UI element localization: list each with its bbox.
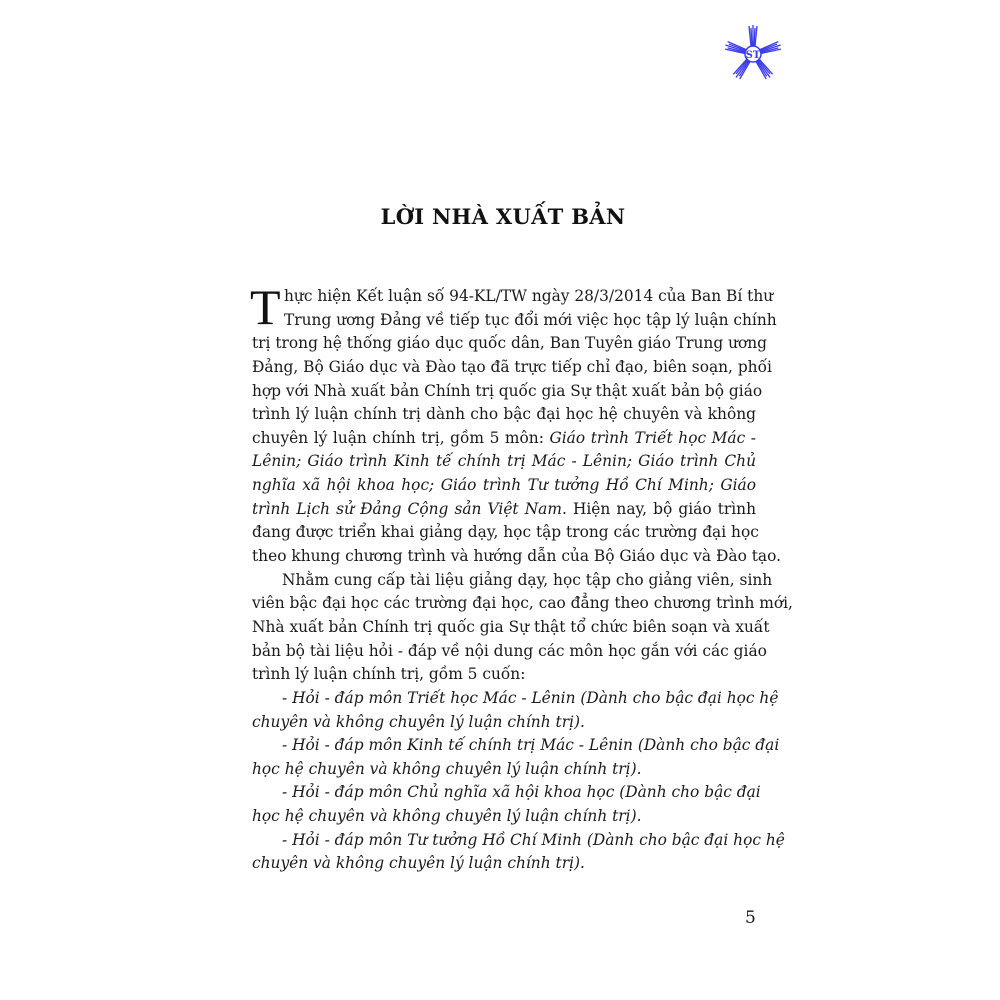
body-text: . Hiện nay, bộ giáo trình (561, 499, 756, 518)
text-line (252, 734, 780, 758)
text-line (252, 687, 779, 711)
text-line (252, 521, 759, 545)
body-text: đang được triển khai giảng dạy, học tập trong các trường đại học (252, 523, 759, 542)
body-text: trình lý luận chính trị dành cho bậc đại học hệ chuyên và không (252, 405, 756, 424)
italic-text: Lênin; Giáo trình Kinh tế chính trị Mác - Lênin; Giáo trình Chủ (252, 452, 756, 471)
publisher-star-logo-icon (724, 24, 782, 82)
body-text: chuyên lý luận chính trị, gồm 5 môn: (252, 428, 550, 447)
italic-text: học hệ chuyên và không chuyên lý luận chính trị). (252, 759, 642, 778)
text-line (252, 852, 756, 876)
body-text: theo khung chương trình và hướng dẫn của Bộ Giáo dục và Đào tạo. (252, 547, 781, 566)
body-text: hợp với Nhà xuất bản Chính trị quốc gia Sự thật xuất bản bộ giáo (252, 381, 763, 400)
italic-text: học hệ chuyên và không chuyên lý luận chính trị). (252, 807, 642, 826)
text-line (252, 427, 756, 451)
italic-text: - Hỏi - đáp môn Tư tưởng Hồ Chí Minh (Dành cho bậc đại học hệ (282, 830, 785, 849)
text-line (252, 332, 768, 356)
text-line (252, 829, 785, 853)
text-line (252, 640, 767, 664)
text-line (252, 758, 756, 782)
body-text: Nhà xuất bản Chính trị quốc gia Sự thật tổ chức biên soạn và xuất (252, 617, 770, 636)
text-line (252, 403, 756, 427)
page-number: 5 (745, 908, 756, 928)
text-line (252, 592, 793, 616)
italic-text: - Hỏi - đáp môn Chủ nghĩa xã hội khoa học (Dành cho bậc đại (282, 783, 761, 802)
text-line (252, 711, 756, 735)
body-text: trình lý luận chính trị, gồm 5 cuốn: (252, 665, 526, 684)
svg-text:ST: ST (745, 50, 761, 61)
italic-text: Giáo trình Triết học Mác - (549, 428, 756, 447)
body-text: viên bậc đại học các trường đại học, cao đẳng theo chương trình mới, (252, 594, 793, 613)
body-text: Đảng, Bộ Giáo dục và Đào tạo đã trực tiếp chỉ đạo, biên soạn, phối (252, 357, 772, 376)
text-line (252, 781, 761, 805)
drop-cap: T (250, 279, 281, 335)
italic-text: trình Lịch sử Đảng Cộng sản Việt Nam (252, 499, 562, 518)
italic-text: - Hỏi - đáp môn Triết học Mác - Lênin (Dành cho bậc đại học hệ (282, 688, 779, 707)
text-line (252, 309, 777, 333)
text-line (252, 498, 756, 522)
text-line (252, 356, 772, 380)
text-line (252, 616, 770, 640)
text-line (252, 450, 756, 474)
page-title: LỜI NHÀ XUẤT BẢN (380, 204, 626, 229)
preface-body (252, 285, 793, 876)
body-text: hực hiện Kết luận số 94-KL/TW ngày 28/3/2014 của Ban Bí thư (284, 287, 774, 305)
body-text: Trung ương Đảng về tiếp tục đổi mới việc học tập lý luận chính (284, 310, 777, 329)
italic-text: chuyên và không chuyên lý luận chính trị). (252, 854, 585, 873)
italic-text: chuyên và không chuyên lý luận chính trị). (252, 712, 585, 731)
text-line (252, 285, 774, 309)
italic-text: nghĩa xã hội khoa học; Giáo trình Tư tưởng Hồ Chí Minh; Giáo (252, 476, 756, 495)
text-line (252, 663, 756, 687)
italic-text: - Hỏi - đáp môn Kinh tế chính trị Mác - Lênin (Dành cho bậc đại (282, 736, 780, 755)
text-line (252, 805, 756, 829)
body-text: trị trong hệ thống giáo dục quốc dân, Ban Tuyên giáo Trung ương (252, 334, 768, 353)
text-line (252, 545, 781, 569)
body-text: Nhằm cung cấp tài liệu giảng dạy, học tập cho giảng viên, sinh (282, 570, 773, 589)
text-line (252, 569, 773, 593)
body-text: bản bộ tài liệu hỏi - đáp về nội dung các môn học gắn với các giáo (252, 641, 767, 660)
text-line (252, 474, 756, 498)
text-line (252, 380, 763, 404)
